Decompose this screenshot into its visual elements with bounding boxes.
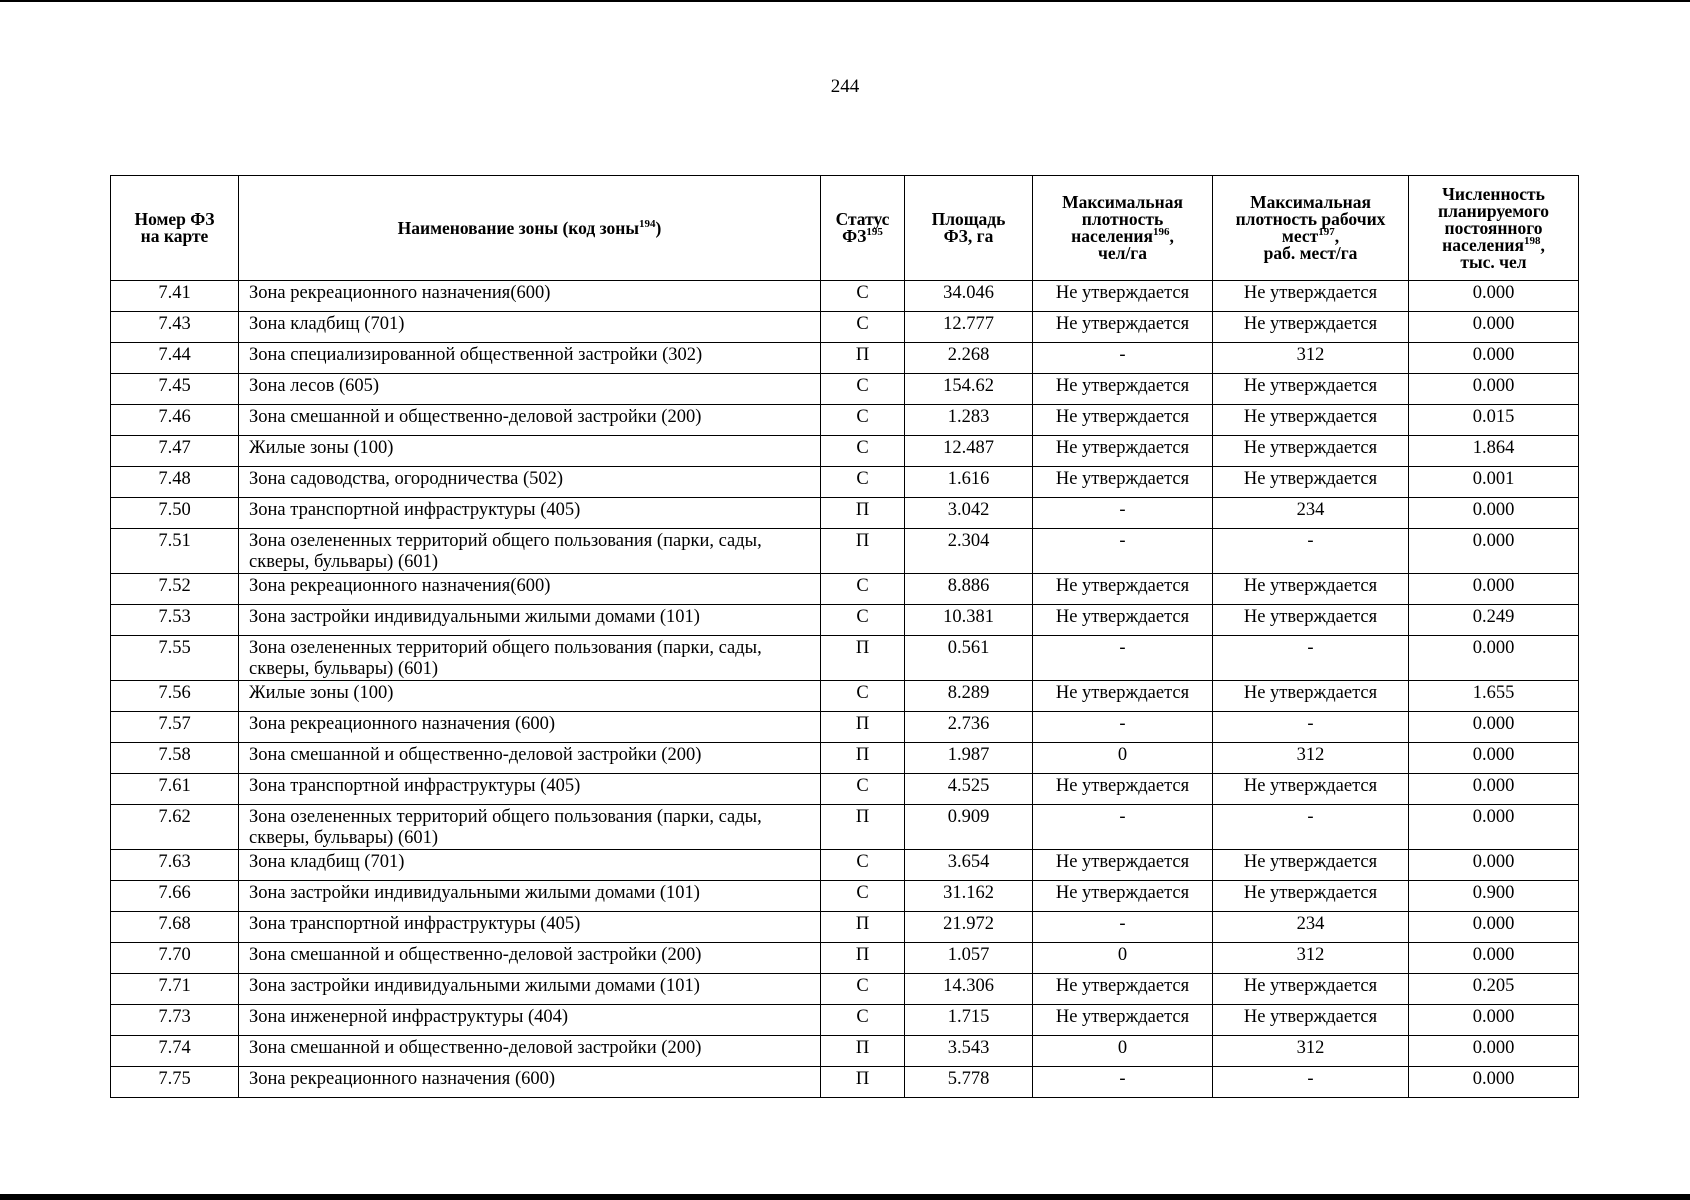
cell-zone-name: Зона смешанной и общественно-деловой застройки (200) [239,405,821,436]
cell-number: 7.57 [111,712,239,743]
header-pop-density: Максимальная плотность населения$^{196}$, чел/га [1033,176,1213,281]
cell-job-density: - [1213,805,1409,850]
cell-population: 0.000 [1409,805,1579,850]
cell-number: 7.74 [111,1036,239,1067]
table-row [111,636,1579,681]
table-row [111,1067,1579,1098]
cell-pop-density: - [1033,805,1213,850]
cell-job-density: Не утверждается [1213,1005,1409,1036]
cell-job-density: Не утверждается [1213,974,1409,1005]
table-row [111,912,1579,943]
table-row [111,743,1579,774]
cell-status: П [821,943,905,974]
cell-area: 1.987 [905,743,1033,774]
cell-number: 7.68 [111,912,239,943]
cell-number: 7.75 [111,1067,239,1098]
cell-population: 0.000 [1409,743,1579,774]
cell-population: 0.000 [1409,850,1579,881]
cell-zone-name: Зона застройки индивидуальными жилыми домами (101) [239,881,821,912]
cell-pop-density: Не утверждается [1033,881,1213,912]
cell-number: 7.62 [111,805,239,850]
cell-pop-density: - [1033,1067,1213,1098]
cell-number: 7.44 [111,343,239,374]
header-name: Наименование зоны (код зоны$^{194}$) [239,176,821,281]
cell-area: 4.525 [905,774,1033,805]
cell-pop-density: Не утверждается [1033,681,1213,712]
cell-number: 7.43 [111,312,239,343]
cell-area: 1.715 [905,1005,1033,1036]
cell-population: 0.000 [1409,712,1579,743]
cell-zone-name: Зона кладбищ (701) [239,312,821,343]
cell-zone-name: Зона рекреационного назначения(600) [239,574,821,605]
cell-population: 0.000 [1409,312,1579,343]
table-row [111,467,1579,498]
cell-pop-density: Не утверждается [1033,467,1213,498]
cell-status: С [821,881,905,912]
cell-number: 7.41 [111,281,239,312]
cell-pop-density: Не утверждается [1033,281,1213,312]
cell-population: 0.000 [1409,636,1579,681]
cell-job-density: 234 [1213,912,1409,943]
cell-pop-density: - [1033,529,1213,574]
cell-pop-density: Не утверждается [1033,774,1213,805]
table-row [111,529,1579,574]
table-row [111,881,1579,912]
cell-status: С [821,436,905,467]
cell-number: 7.56 [111,681,239,712]
cell-population: 0.900 [1409,881,1579,912]
cell-status: С [821,574,905,605]
cell-pop-density: Не утверждается [1033,1005,1213,1036]
cell-zone-name: Зона транспортной инфраструктуры (405) [239,498,821,529]
cell-area: 0.909 [905,805,1033,850]
cell-pop-density: Не утверждается [1033,974,1213,1005]
cell-status: П [821,1067,905,1098]
cell-population: 0.249 [1409,605,1579,636]
table-row [111,405,1579,436]
table-row [111,1005,1579,1036]
cell-job-density: 234 [1213,498,1409,529]
cell-zone-name: Зона лесов (605) [239,374,821,405]
cell-number: 7.73 [111,1005,239,1036]
zones-table [110,175,1579,1098]
cell-job-density: Не утверждается [1213,374,1409,405]
cell-zone-name: Зона озелененных территорий общего пользования (парки, сады, скверы, бульвары) (601) [239,636,821,681]
cell-population: 0.000 [1409,1067,1579,1098]
scan-edge-top [0,0,1690,2]
cell-area: 2.736 [905,712,1033,743]
cell-status: С [821,467,905,498]
cell-status: С [821,974,905,1005]
table-row [111,605,1579,636]
cell-population: 1.864 [1409,436,1579,467]
cell-job-density: Не утверждается [1213,605,1409,636]
cell-zone-name: Зона озелененных территорий общего пользования (парки, сады, скверы, бульвары) (601) [239,529,821,574]
header-number: Номер ФЗ на карте [111,176,239,281]
cell-zone-name: Жилые зоны (100) [239,681,821,712]
cell-pop-density: - [1033,498,1213,529]
cell-area: 3.654 [905,850,1033,881]
cell-job-density: 312 [1213,343,1409,374]
cell-population: 1.655 [1409,681,1579,712]
cell-pop-density: 0 [1033,743,1213,774]
table-row [111,805,1579,850]
cell-job-density: 312 [1213,743,1409,774]
cell-zone-name: Зона озелененных территорий общего пользования (парки, сады, скверы, бульвары) (601) [239,805,821,850]
cell-status: П [821,743,905,774]
table-row [111,281,1579,312]
cell-zone-name: Зона транспортной инфраструктуры (405) [239,912,821,943]
cell-area: 2.268 [905,343,1033,374]
cell-area: 0.561 [905,636,1033,681]
table-row [111,850,1579,881]
cell-pop-density: - [1033,636,1213,681]
header-population: Численность планируемого постоянного населения$^{198}$, тыс. чел [1409,176,1579,281]
cell-job-density: Не утверждается [1213,436,1409,467]
cell-number: 7.63 [111,850,239,881]
cell-job-density: Не утверждается [1213,281,1409,312]
cell-zone-name: Зона рекреационного назначения (600) [239,1067,821,1098]
cell-job-density: - [1213,1067,1409,1098]
cell-status: П [821,529,905,574]
cell-zone-name: Зона смешанной и общественно-деловой застройки (200) [239,943,821,974]
cell-population: 0.001 [1409,467,1579,498]
cell-population: 0.000 [1409,943,1579,974]
cell-status: С [821,774,905,805]
cell-number: 7.51 [111,529,239,574]
cell-area: 8.886 [905,574,1033,605]
cell-area: 14.306 [905,974,1033,1005]
cell-population: 0.000 [1409,912,1579,943]
cell-pop-density: Не утверждается [1033,405,1213,436]
table-row [111,712,1579,743]
cell-population: 0.000 [1409,343,1579,374]
cell-status: С [821,850,905,881]
cell-zone-name: Зона рекреационного назначения (600) [239,712,821,743]
cell-zone-name: Жилые зоны (100) [239,436,821,467]
cell-area: 5.778 [905,1067,1033,1098]
cell-area: 12.777 [905,312,1033,343]
cell-number: 7.48 [111,467,239,498]
cell-area: 8.289 [905,681,1033,712]
cell-zone-name: Зона застройки индивидуальными жилыми домами (101) [239,974,821,1005]
cell-area: 154.62 [905,374,1033,405]
table-row [111,681,1579,712]
cell-area: 3.042 [905,498,1033,529]
cell-area: 12.487 [905,436,1033,467]
scan-edge-bottom [0,1194,1690,1200]
cell-pop-density: Не утверждается [1033,605,1213,636]
cell-number: 7.47 [111,436,239,467]
cell-number: 7.45 [111,374,239,405]
cell-status: С [821,605,905,636]
cell-number: 7.53 [111,605,239,636]
cell-zone-name: Зона специализированной общественной застройки (302) [239,343,821,374]
cell-area: 1.283 [905,405,1033,436]
cell-pop-density: - [1033,343,1213,374]
cell-pop-density: Не утверждается [1033,850,1213,881]
cell-area: 1.057 [905,943,1033,974]
cell-population: 0.000 [1409,1036,1579,1067]
cell-job-density: 312 [1213,1036,1409,1067]
table-row [111,774,1579,805]
cell-pop-density: Не утверждается [1033,312,1213,343]
cell-zone-name: Зона застройки индивидуальными жилыми домами (101) [239,605,821,636]
cell-zone-name: Зона рекреационного назначения(600) [239,281,821,312]
page-number: 244 [830,76,860,97]
cell-pop-density: - [1033,712,1213,743]
cell-pop-density: 0 [1033,943,1213,974]
cell-number: 7.55 [111,636,239,681]
cell-number: 7.46 [111,405,239,436]
cell-job-density: 312 [1213,943,1409,974]
cell-pop-density: - [1033,912,1213,943]
cell-number: 7.70 [111,943,239,974]
cell-area: 31.162 [905,881,1033,912]
table-row [111,374,1579,405]
cell-zone-name: Зона смешанной и общественно-деловой застройки (200) [239,743,821,774]
cell-status: П [821,912,905,943]
cell-job-density: - [1213,636,1409,681]
cell-job-density: Не утверждается [1213,405,1409,436]
cell-number: 7.66 [111,881,239,912]
cell-job-density: Не утверждается [1213,850,1409,881]
cell-area: 1.616 [905,467,1033,498]
header-job-density: Максимальная плотность рабочих мест$^{197}$, раб. мест/га [1213,176,1409,281]
cell-area: 34.046 [905,281,1033,312]
table-row [111,1036,1579,1067]
cell-job-density: - [1213,712,1409,743]
cell-job-density: - [1213,529,1409,574]
table-row [111,943,1579,974]
cell-population: 0.000 [1409,574,1579,605]
cell-job-density: Не утверждается [1213,681,1409,712]
cell-number: 7.50 [111,498,239,529]
cell-job-density: Не утверждается [1213,467,1409,498]
cell-zone-name: Зона транспортной инфраструктуры (405) [239,774,821,805]
cell-status: П [821,805,905,850]
table-row [111,436,1579,467]
cell-population: 0.015 [1409,405,1579,436]
cell-population: 0.000 [1409,374,1579,405]
cell-job-density: Не утверждается [1213,312,1409,343]
cell-population: 0.000 [1409,529,1579,574]
cell-zone-name: Зона инженерной инфраструктуры (404) [239,1005,821,1036]
table-row [111,574,1579,605]
table-body [111,281,1579,1098]
cell-pop-density: Не утверждается [1033,374,1213,405]
cell-number: 7.61 [111,774,239,805]
cell-job-density: Не утверждается [1213,574,1409,605]
table-header-row [111,176,1579,281]
cell-status: П [821,498,905,529]
cell-job-density: Не утверждается [1213,881,1409,912]
cell-zone-name: Зона кладбищ (701) [239,850,821,881]
cell-number: 7.52 [111,574,239,605]
cell-area: 3.543 [905,1036,1033,1067]
cell-population: 0.000 [1409,1005,1579,1036]
table-row [111,343,1579,374]
cell-area: 10.381 [905,605,1033,636]
cell-pop-density: Не утверждается [1033,436,1213,467]
cell-status: П [821,636,905,681]
cell-area: 2.304 [905,529,1033,574]
cell-pop-density: 0 [1033,1036,1213,1067]
cell-number: 7.58 [111,743,239,774]
cell-status: С [821,681,905,712]
cell-status: С [821,312,905,343]
cell-pop-density: Не утверждается [1033,574,1213,605]
cell-area: 21.972 [905,912,1033,943]
cell-status: С [821,405,905,436]
cell-population: 0.205 [1409,974,1579,1005]
cell-status: П [821,712,905,743]
cell-status: С [821,281,905,312]
cell-status: С [821,374,905,405]
cell-status: П [821,1036,905,1067]
cell-zone-name: Зона садоводства, огородничества (502) [239,467,821,498]
cell-job-density: Не утверждается [1213,774,1409,805]
table-row [111,312,1579,343]
cell-status: П [821,343,905,374]
cell-population: 0.000 [1409,281,1579,312]
header-area: Площадь ФЗ, га [905,176,1033,281]
cell-number: 7.71 [111,974,239,1005]
table-row [111,498,1579,529]
cell-status: С [821,1005,905,1036]
table-row [111,974,1579,1005]
header-status: Статус ФЗ$^{195}$ [821,176,905,281]
cell-population: 0.000 [1409,774,1579,805]
cell-population: 0.000 [1409,498,1579,529]
cell-zone-name: Зона смешанной и общественно-деловой застройки (200) [239,1036,821,1067]
